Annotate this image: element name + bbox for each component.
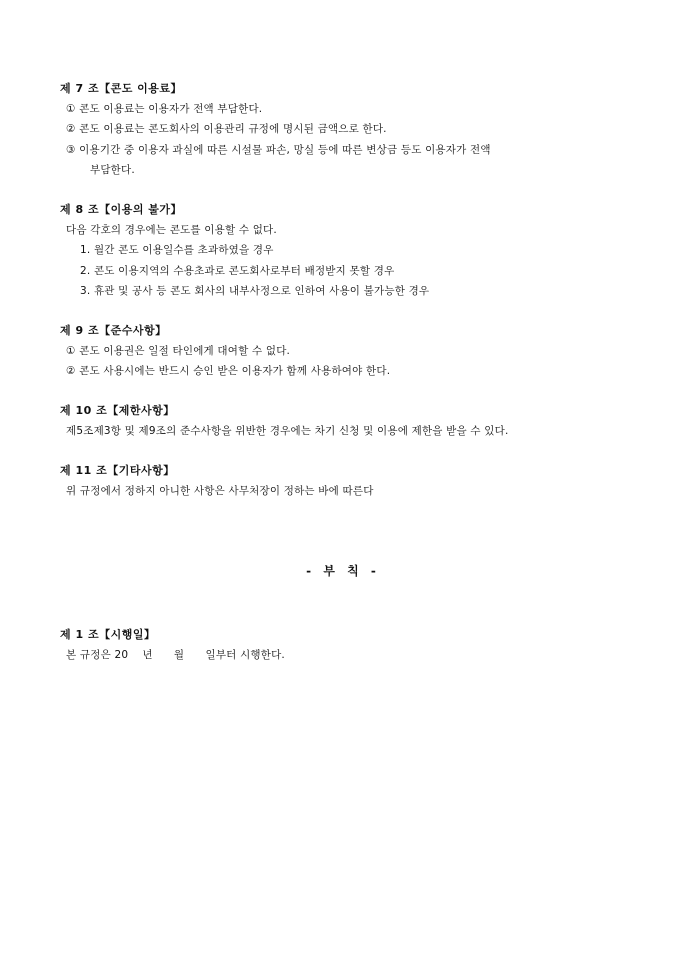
article-7-heading: 제 7 조【콘도 이용료】 bbox=[60, 82, 183, 95]
article-9-heading: 제 9 조【준수사항】 bbox=[60, 324, 167, 337]
article-11-line-1: 위 규정에서 정하지 아니한 사항은 사무처장이 정하는 바에 따른다 bbox=[66, 485, 374, 497]
appendix-article-1-heading: 제 1 조【시행일】 bbox=[60, 628, 156, 641]
appendix-article-1-line: 본 규정은 20 년 월 일부터 시행한다. bbox=[66, 649, 285, 661]
article-7-line-3-cont: 부담한다. bbox=[90, 164, 135, 176]
article-10-line-1: 제5조제3항 및 제9조의 준수사항을 위반한 경우에는 차기 신청 및 이용에 제한을 받을 수 있다. bbox=[66, 425, 509, 437]
article-11-heading: 제 11 조【기타사항】 bbox=[60, 464, 175, 477]
article-8-item-1: 1. 월간 콘도 이용일수를 초과하였을 경우 bbox=[80, 244, 274, 256]
article-9-line-1: ① 콘도 이용권은 일절 타인에게 대여할 수 없다. bbox=[66, 345, 291, 357]
appendix-title: - 부 칙 - bbox=[306, 564, 380, 578]
article-7-line-3: ③ 이용기간 중 이용자 과실에 따른 시설물 파손, 망실 등에 따른 변상금 등도 이용자가 전액 bbox=[66, 144, 491, 156]
article-8-item-3: 3. 휴관 및 공사 등 콘도 회사의 내부사정으로 인하여 사용이 불가능한 경우 bbox=[80, 285, 430, 297]
article-9-line-2: ② 콘도 사용시에는 반드시 승인 받은 이용자가 함께 사용하여야 한다. bbox=[66, 365, 391, 377]
article-8-intro: 다음 각호의 경우에는 콘도를 이용할 수 없다. bbox=[66, 224, 277, 236]
article-7-line-1: ① 콘도 이용료는 이용자가 전액 부담한다. bbox=[66, 103, 263, 115]
article-8-item-2: 2. 콘도 이용지역의 수용초과로 콘도회사로부터 배정받지 못할 경우 bbox=[80, 265, 395, 277]
article-8-heading: 제 8 조【이용의 불가】 bbox=[60, 203, 183, 216]
article-7-line-2: ② 콘도 이용료는 콘도회사의 이용관리 규정에 명시된 금액으로 한다. bbox=[66, 123, 387, 135]
article-10-heading: 제 10 조【제한사항】 bbox=[60, 404, 175, 417]
